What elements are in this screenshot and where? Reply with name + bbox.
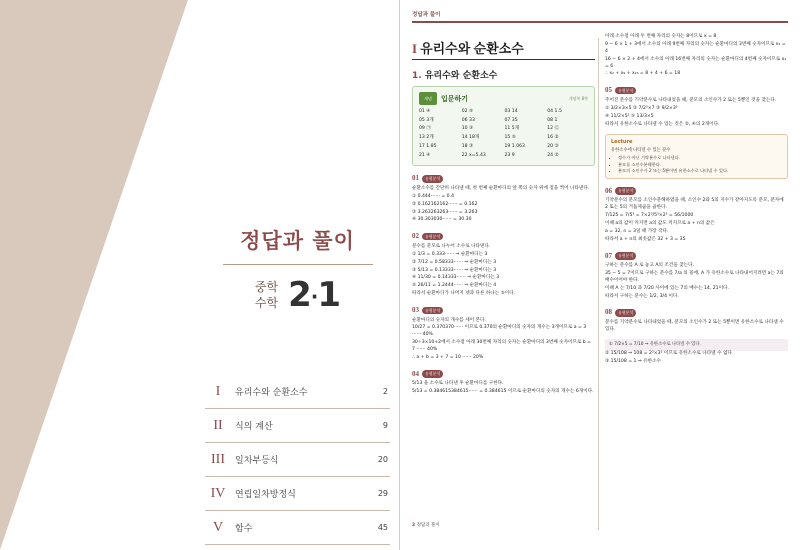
answer-cell: 04 1.5 (547, 109, 562, 114)
solution-line: 이때 a의 값이 커지면 a의 값도 커지므로 a + n의 값은 (605, 220, 715, 226)
solution-number: 06 (605, 186, 612, 195)
toc-item-2[interactable] (205, 409, 390, 443)
solution-line: ② 0.162162162⋯⋯ = 0.1̇6̇2̇ (412, 201, 478, 207)
answer-cell: 07 35 (504, 117, 518, 123)
solution-line: 따라서 순환마디가 나머지 넷과 다른 하나는 ⑤이다. (412, 291, 516, 297)
solution-item (412, 231, 595, 298)
running-head-rule (412, 21, 788, 23)
solution-line: 따라서 유한소수로 나타낼 수 있는 것은 ②, ④의 2개이다. (605, 121, 720, 127)
intro-answer-grid (419, 109, 588, 158)
solution-line: ④ 30.303030⋯⋯ = 30.3̇0̇ (412, 217, 472, 223)
toc-page: 9 (382, 421, 388, 430)
solution-line: ③ 15/108 = 1 ⇒ 유한소수 (605, 358, 661, 364)
answer-cell: 10 ③ (461, 126, 474, 132)
solution-body (412, 318, 595, 362)
solution-tag: 유형분석 (422, 370, 443, 378)
solution-page (400, 0, 800, 550)
answer-cell: 14 18개 (461, 135, 480, 141)
answer-cell: 17 1.85 (419, 143, 437, 149)
lecture-heading: 유한소수에 나타낼 수 있는 분수 (611, 148, 671, 154)
toc-roman: II (213, 417, 223, 433)
solution-line: 30÷3×10+2에서 소수점 아래 30번째 자리의 숫자는 순환마디의 3번째 숫자이므로 b = 7 ⋯⋯ 40% (412, 340, 592, 353)
solution-tag: 유형분석 (422, 307, 443, 315)
solution-line: 순환마디의 숫자의 개수를 세어 본다. (412, 317, 486, 323)
toc-roman: IV (210, 485, 226, 501)
answer-cell: 12 ㉢ (547, 126, 560, 132)
answer-cell: 08 1 (547, 117, 558, 123)
solution-line: a = 32, n = 3일 때 가장 작다. (605, 228, 669, 234)
solution-body (605, 98, 788, 129)
answer-cell: 19 1.063 (504, 143, 525, 149)
solution-body (605, 263, 788, 300)
solution-line: ① 0.444⋯⋯ = 0.4̇ (412, 193, 454, 199)
concept-badge: 개념 (419, 92, 437, 105)
solution-line: ① 3/2×3×5 ② 7/2²×7 ③ 9/2×3² (605, 105, 678, 111)
solution-line: 분수를 분모로 나누어 소수로 나타낸다. (412, 243, 491, 249)
solution-tag: 유형분석 (615, 309, 636, 317)
solution-item (412, 173, 595, 224)
column-left (412, 32, 595, 532)
answer-cell: 06 33 (461, 117, 475, 123)
toc-page: 45 (377, 523, 388, 532)
toc-page: 29 (377, 489, 388, 498)
solution-body (605, 320, 788, 366)
section-number: 1. (412, 71, 422, 81)
cover-grade-dot: · (310, 284, 318, 309)
solution-line: ∴ a + b = 3 + 7 = 10 ⋯⋯ 20% (412, 355, 484, 361)
solution-tag: 유형분석 (422, 175, 443, 183)
answer-cell: 05 3개 (419, 117, 434, 123)
solution-line: 기약분수의 분모를 소인수분해하였을 때, 소인수 2와 5의 지수가 같아지도록 분모, 분자에 2 또는 5의 거듭제곱을 곱한다. (605, 198, 784, 211)
toc-roman: I (215, 383, 221, 399)
solution-tag: 유형분석 (422, 233, 443, 241)
solution-body (605, 198, 788, 243)
answer-cell: 13 2개 (419, 135, 434, 141)
solution-item (605, 85, 788, 128)
page-number-label: 정답과 풀이 (416, 523, 440, 528)
answer-cell: 09 ㉠ (419, 126, 431, 132)
answer-cell: 11 5개 (504, 126, 520, 132)
chapter-roman: I (412, 41, 418, 56)
cover-grade (288, 275, 340, 315)
solution-line: ∴ x₂ + x₉ + x₁₆ = 8 + 4 + 6 = 18 (605, 71, 681, 77)
answer-cell: 01 ④ (419, 109, 431, 114)
intro-answer-box (412, 86, 595, 166)
answer-cell: 24 ② (547, 152, 559, 158)
solution-line: 5/13 = 0.384615384615⋯⋯ = 0.3̇8̇4̇6̇1̇5̇ 이므로 순환마디의 숫자의 개수는 6개이다. (412, 389, 594, 395)
toc-page: 2 (382, 387, 388, 396)
cover-subtitle-line2: 수학 (254, 296, 279, 310)
solution-line: ① 1/3 = 0.333⋯⋯ ⇒ 순환마디는 3 (412, 251, 488, 257)
lecture-bullet: • 분모의 소인수가 2 또는 5뿐이면 유한소수로 나타낼 수 있다. (618, 168, 782, 174)
toc-item-5[interactable] (205, 511, 390, 545)
running-head: 정답과 풀이 (412, 12, 441, 18)
solution-tag: 유형분석 (615, 87, 636, 95)
solution-number: 08 (605, 308, 612, 317)
solution-hint: ① 7/2×5 = 7/10 ⇒ 유한소수로 나타낼 수 있다. (605, 339, 788, 351)
section-title: 유리수와 순환소수 (424, 71, 498, 81)
toc-item-1[interactable] (205, 375, 390, 409)
chapter-heading (412, 38, 595, 57)
page-number (412, 522, 440, 528)
section-heading (412, 68, 595, 81)
answer-cell: 18 ③ (461, 143, 474, 149)
solution-line: 35 − 5 = 7이므로 구하는 분수를 7/a 의 꼴에, A 가 유한소수로 나타내어지려면 a는 7의 배수이어야 한다. (605, 270, 784, 283)
lecture-bullet: • 정수가 아닌 기약분수로 나타낸다. (618, 155, 782, 161)
solution-line: 분수를 기약분수로 나타내었을 때, 분모의 소인수가 2 또는 5뿐이면 유한소수로 나타낼 수 있다. (605, 319, 784, 332)
toc-label: 일차부등식 (235, 456, 279, 466)
solution-number: 04 (412, 369, 419, 378)
lecture-box (605, 134, 788, 178)
toc-item-3[interactable] (205, 443, 390, 477)
answer-cell: 21 ④ (419, 152, 431, 158)
toc-label: 유리수와 순환소수 (235, 388, 308, 398)
solution-line: ③ 3.263263263⋯⋯ = 3.2̇6̇3̇ (412, 209, 478, 215)
chapter-rule (412, 59, 595, 60)
chapter-title: 유리수와 순환소수 (420, 41, 524, 56)
solution-line: ④ 11/2×5² ⑤ 13/3×5 (605, 113, 654, 119)
solution-line: ③ 5/13 = 0.13333⋯⋯ ⇒ 순환마디는 3 (412, 267, 497, 273)
solution-line: 아래 소수점 아래 두 번째 자리의 숫자는 8이므로 x = 8 (605, 34, 717, 39)
toc-label: 연립일차방정식 (235, 490, 296, 500)
cover-subtitle-line1: 중학 (254, 279, 279, 294)
toc-roman: III (211, 451, 225, 467)
solution-body (605, 34, 788, 78)
solution-body (412, 244, 595, 298)
solution-line: ④ 11/30 = 0.14333⋯⋯ ⇒ 순환마디는 3 (412, 275, 500, 281)
lecture-bullet: • 분모를 소인수분해한다. (618, 162, 782, 168)
solution-body (412, 186, 595, 224)
solution-item (605, 307, 788, 365)
solution-number: 07 (605, 251, 612, 260)
solution-line: 순환소수를 간단히 나타낼 때, 첫 번째 순환마디의 앞 쪽의 숫자 위에 점을 찍어 나타낸다. (412, 185, 590, 191)
solution-line: 7/125 = 7/5³ = 7×2³/5³×2³ = 56/1000 (605, 212, 694, 218)
solution-item (412, 305, 595, 362)
solution-item (605, 186, 788, 244)
answer-cell: 20 ③ (547, 143, 559, 149)
two-column-body (412, 32, 788, 532)
toc-roman: V (212, 519, 224, 535)
answer-cell: 16 ② (547, 135, 559, 141)
cover-grade-sub: 1 (317, 275, 341, 315)
solution-number: 01 (412, 174, 419, 183)
solution-line: 이때 A 는 7/10 과 7/20 사이에 있는 7의 배수는 14, 21이다. (605, 285, 729, 291)
solution-line: 10/27 = 0.370370⋯⋯ 이므로 0.3̇7̇0̇의 순환마디의 숫자의 개수는 3개이므로 a = 3 ⋯⋯ 40% (412, 325, 587, 338)
toc-label: 함수 (235, 524, 253, 534)
solution-line: 따라서 구하는 분수는 1/2, 3/4 이다. (605, 293, 679, 299)
cover-grade-number: 2 (288, 275, 311, 315)
cover-title-rule (223, 264, 373, 265)
answer-cell: 23 9 (504, 152, 515, 158)
solution-line: 9 − 6 × 1 + 3에서 소수의 아래 9번째 자리의 숫자는 순환마디의 3번째 숫자이므로 x₃ = 4 (605, 41, 786, 54)
table-of-contents (205, 375, 390, 545)
column-right (605, 32, 788, 532)
answer-cell: 22 x=5.43 (461, 152, 486, 158)
toc-label: 식의 계산 (235, 422, 273, 432)
answer-cell: 02 ⑤ (461, 109, 474, 114)
page-number-value: 2 (412, 523, 416, 528)
solution-tag: 유형분석 (615, 252, 636, 260)
intro-box-title: 입문하기 (441, 94, 469, 103)
answer-cell: 03 14 (504, 109, 518, 114)
solution-line: 주어진 분수를 기약분수로 나타내었을 때, 분모의 소인수가 2 또는 5뿐인 것을 찾는다. (605, 97, 777, 103)
solution-item-continued (605, 34, 788, 78)
answer-cell: 15 ⑤ (504, 135, 516, 141)
cover-title: 정답과 풀이 (240, 229, 355, 253)
cover-title-block (215, 225, 380, 315)
solution-line: 16 − 6 × 2 + 4에서 소수의 아래 16번째 자리의 숫자는 순환마디의 4번째 숫자이므로 x₄ = 6 (605, 56, 787, 69)
toc-item-4[interactable] (205, 477, 390, 511)
solution-line: 따라서 a + n의 최솟값은 32 + 3 = 35 (605, 236, 686, 242)
toc-page: 20 (377, 455, 388, 464)
column-divider (598, 38, 599, 530)
solution-line: ② 15/108 ⇒ 108 = 2²×3³ 이므로 유한소수로 나타낼 수 없다. (605, 350, 734, 356)
solution-item (605, 251, 788, 301)
solution-body (412, 381, 595, 396)
solution-line: 구하는 분수를 A 로 놓고 A의 조건을 찾는다. (605, 263, 694, 269)
solution-line: ② 7/12 = 0.58333⋯⋯ ⇒ 순환마디는 3 (412, 259, 497, 265)
solution-number: 02 (412, 232, 419, 241)
solution-number: 05 (605, 86, 612, 95)
solution-line: ⑤ 26/11 = 1.2444⋯⋯ ⇒ 순환마디는 4 (412, 283, 497, 289)
intro-box-meta: 개념북 8쪽 (568, 95, 588, 101)
solution-line: 5/13 을 소수로 나타낸 후 순환마디를 구한다. (412, 381, 504, 387)
solution-tag: 유형분석 (615, 187, 636, 195)
cover-subtitle (255, 279, 278, 311)
solution-number: 03 (412, 306, 419, 315)
solution-item (412, 369, 595, 396)
lecture-title: Lecture (611, 139, 633, 146)
